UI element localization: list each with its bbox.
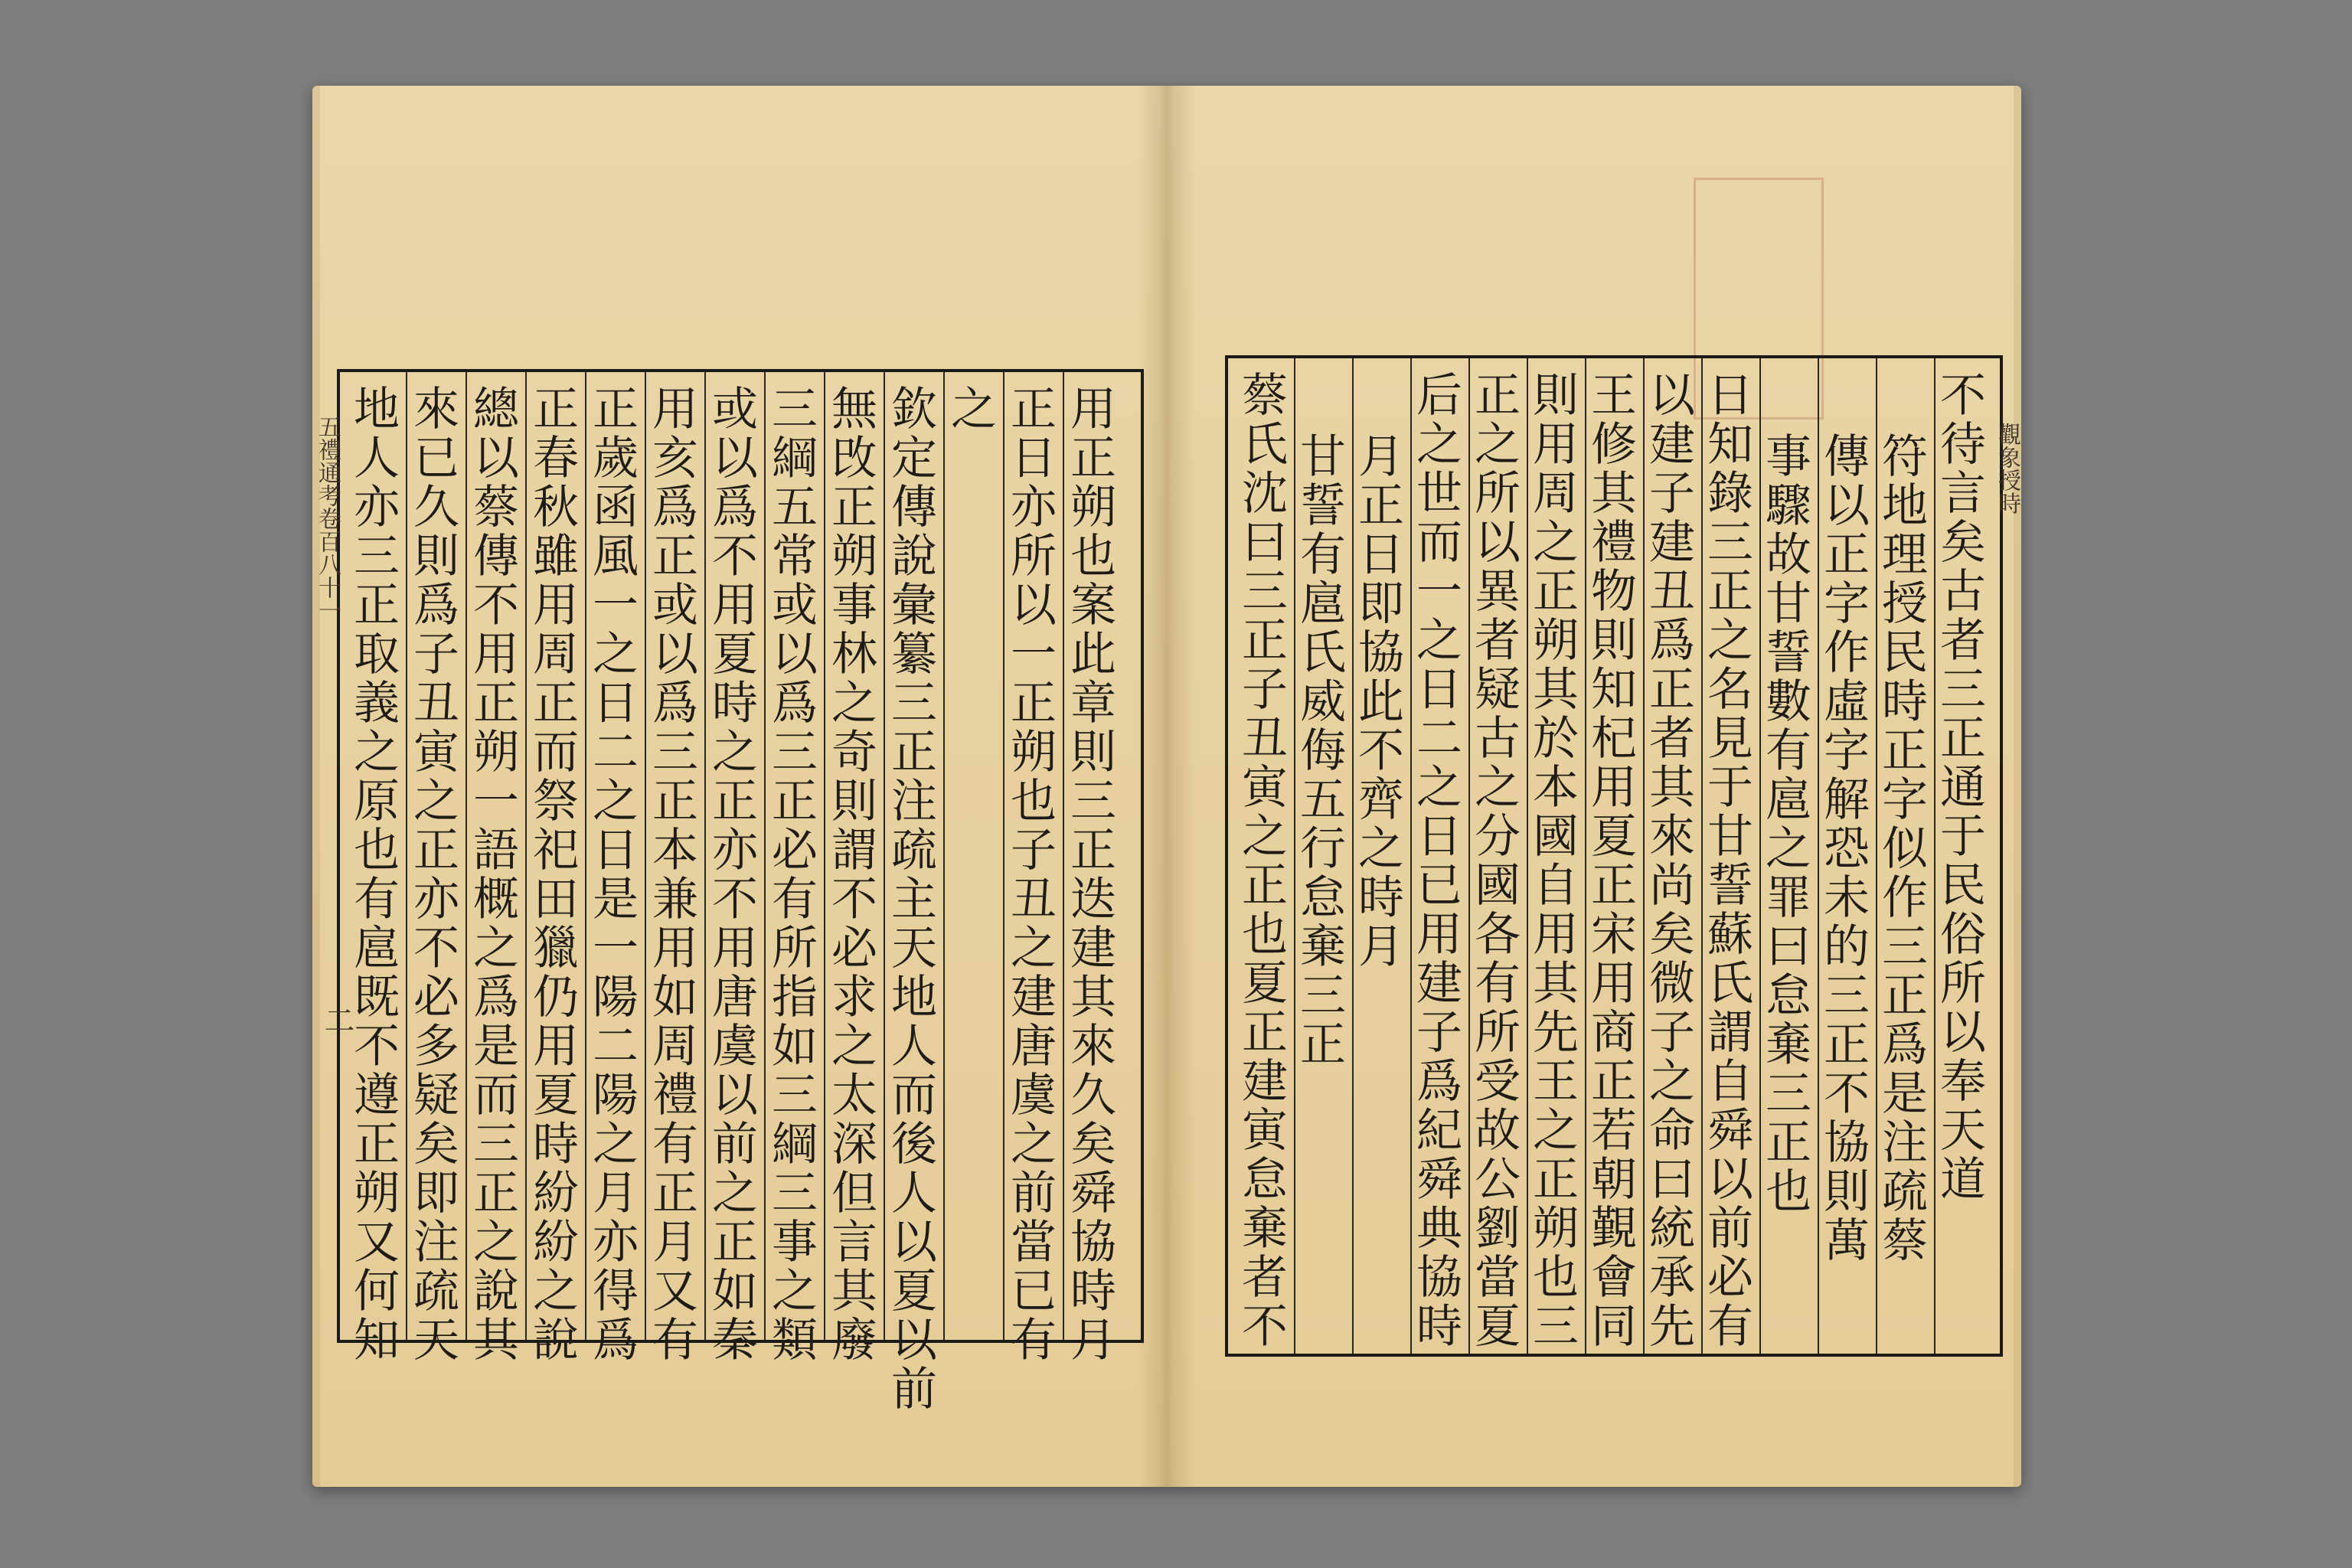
text-column: 正日亦所以一正朔也子丑之建唐虞之前當已有 (997, 372, 1064, 1340)
text-column: 后之世而一之日二之日已用建子爲紀舜典協時 (1403, 358, 1470, 1354)
text-column: 之 (937, 372, 1004, 1340)
text-column: 以建子建丑爲正者其來尚矣微子之命曰統承先 (1635, 358, 1703, 1354)
text-column: 三綱五常或以爲三正必有所指如三綱三事之類 (758, 372, 825, 1340)
text-column: 欽定傳說彙纂三正注疏主天地人而後人以夏以前 (877, 372, 945, 1340)
text-column: 正歲函風一之日二之日是一陽二陽之月亦得爲 (579, 372, 646, 1340)
book-gutter (1138, 86, 1196, 1487)
left-text-frame (337, 369, 1144, 1413)
text-column: 則用周之正朔其於本國自用其先王之正朔也三 (1519, 358, 1586, 1354)
text-column: 王修其禮物則知杞用夏正宋用商正若朝覲會同 (1577, 358, 1645, 1354)
page-number: 二 (319, 1004, 354, 1035)
text-column: 正春秋雖用周正而祭祀田獵仍用夏時紛紛之說 (519, 372, 586, 1340)
banxin-section-title: 觀象授時 (1994, 423, 2020, 514)
text-column: 傳以正字作虛字解恐未的三正不協則萬 (1810, 358, 1877, 1354)
text-column: 甘誓有扈氏威侮五行怠棄三正 (1286, 358, 1354, 1354)
text-column: 或以爲不用夏時之正亦不用唐虞以前之正如秦 (698, 372, 766, 1340)
text-column: 不待言矣古者三正通于民俗所以奉天道 (1932, 371, 1986, 1204)
open-book (312, 86, 2021, 1487)
text-column: 月正日即協此不齊之時月 (1344, 358, 1412, 1354)
text-column: 符地理授民時正字似作三正爲是注疏蔡 (1868, 358, 1936, 1354)
right-text-frame (1225, 355, 2003, 1357)
text-column: 用正朔也案此章則三正迭建其來久矣舜協時月 (1063, 384, 1116, 1364)
banxin-title: 五禮通考卷百八十一 (314, 415, 341, 622)
text-column: 事驟故甘誓數有扈之罪曰怠棄三正也 (1752, 358, 1819, 1354)
text-column: 蔡氏沈曰三正子丑寅之正也夏正建寅怠棄者不 (1228, 358, 1295, 1354)
text-column: 正之所以異者疑古之分國各有所受故公劉當夏 (1461, 358, 1528, 1354)
text-column: 來已久則爲子丑寅之正亦不必多疑矣即注疏天 (400, 372, 467, 1340)
text-column: 日知錄三正之名見于甘誓蘇氏謂自舜以前必有 (1694, 358, 1761, 1354)
text-column: 總以蔡傳不用正朔一語概之爲是而三正之說其 (459, 372, 527, 1340)
text-column: 地人亦三正取義之原也有扈既不遵正朔又何知 (340, 372, 407, 1340)
text-column: 無攺正朔事林之奇則謂不必求之太深但言其廢 (818, 372, 885, 1340)
left-page (312, 86, 1167, 1487)
text-column: 用亥爲正或以爲三正本兼用如周禮有正月又有 (639, 372, 706, 1340)
